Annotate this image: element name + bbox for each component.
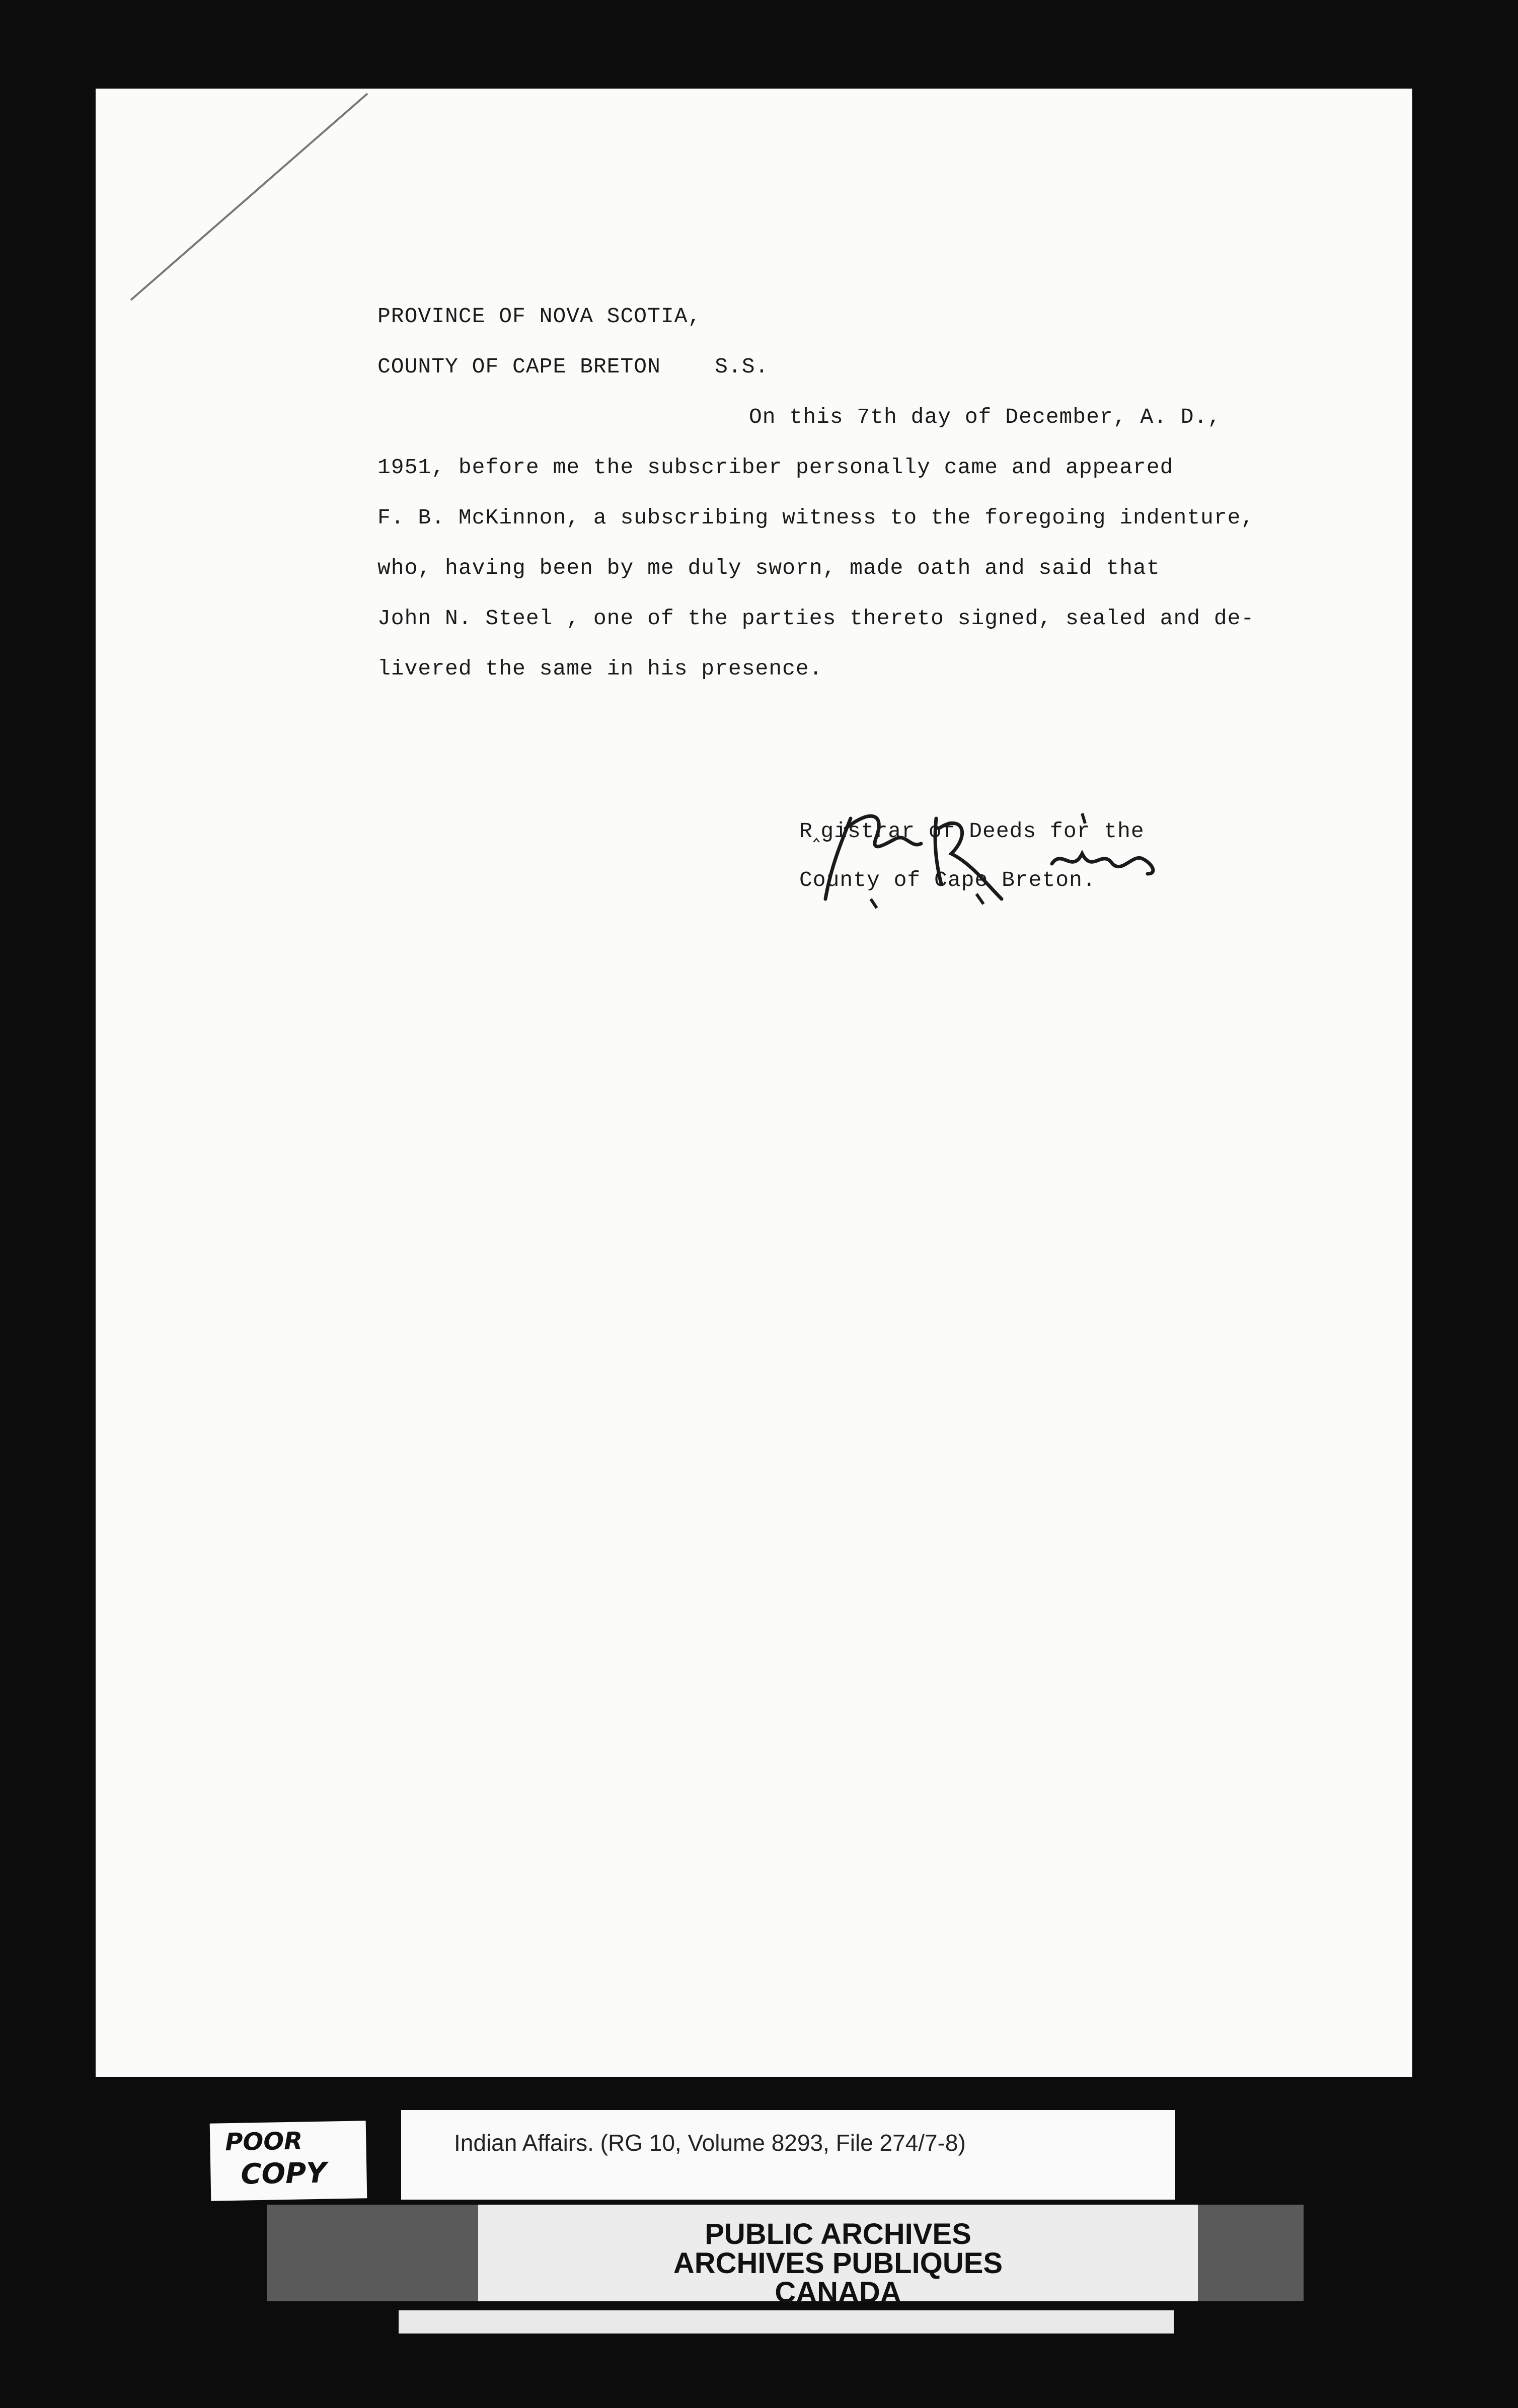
archives-stamp (478, 2220, 1198, 2307)
handwritten-signature (810, 798, 1193, 914)
body-line-1: On this 7th day of December, A. D., (749, 405, 1222, 429)
signature-title-line-2: County of Cape Breton. (799, 868, 1096, 892)
bottom-label-edge (399, 2310, 1174, 2334)
document-page (96, 89, 1412, 2077)
body-line-3: F. B. McKinnon, a subscribing witness to the foregoing indenture, (377, 505, 1255, 530)
reference-text: Indian Affairs. (RG 10, Volume 8293, File 274/7-8) (454, 2130, 966, 2156)
province-heading: PROVINCE OF NOVA SCOTIA, (377, 304, 702, 329)
archives-line-1: PUBLIC ARCHIVES (705, 2218, 971, 2250)
reference-label (401, 2110, 1175, 2200)
body-line-4: who, having been by me duly sworn, made oath and said that (377, 556, 1160, 580)
poor-copy-label (210, 2121, 367, 2201)
body-line-6: livered the same in his presence. (377, 656, 823, 681)
archives-line-2: ARCHIVES PUBLIQUES (673, 2247, 1003, 2280)
poor-label-text: POOR (224, 2127, 303, 2157)
copy-label-text: COPY (240, 2156, 327, 2191)
diagonal-crease-mark (96, 89, 398, 340)
body-line-2: 1951, before me the subscriber personally came and appeared (377, 455, 1174, 480)
archives-line-3: CANADA (775, 2276, 901, 2309)
county-heading: COUNTY OF CAPE BRETON S.S. (377, 354, 769, 379)
body-line-5: John N. Steel , one of the parties thereto signed, sealed and de- (377, 606, 1255, 631)
signature-title-line-1: R‸gistrar of Deeds for the (799, 819, 1145, 844)
archives-stamp-strip (267, 2205, 1304, 2309)
